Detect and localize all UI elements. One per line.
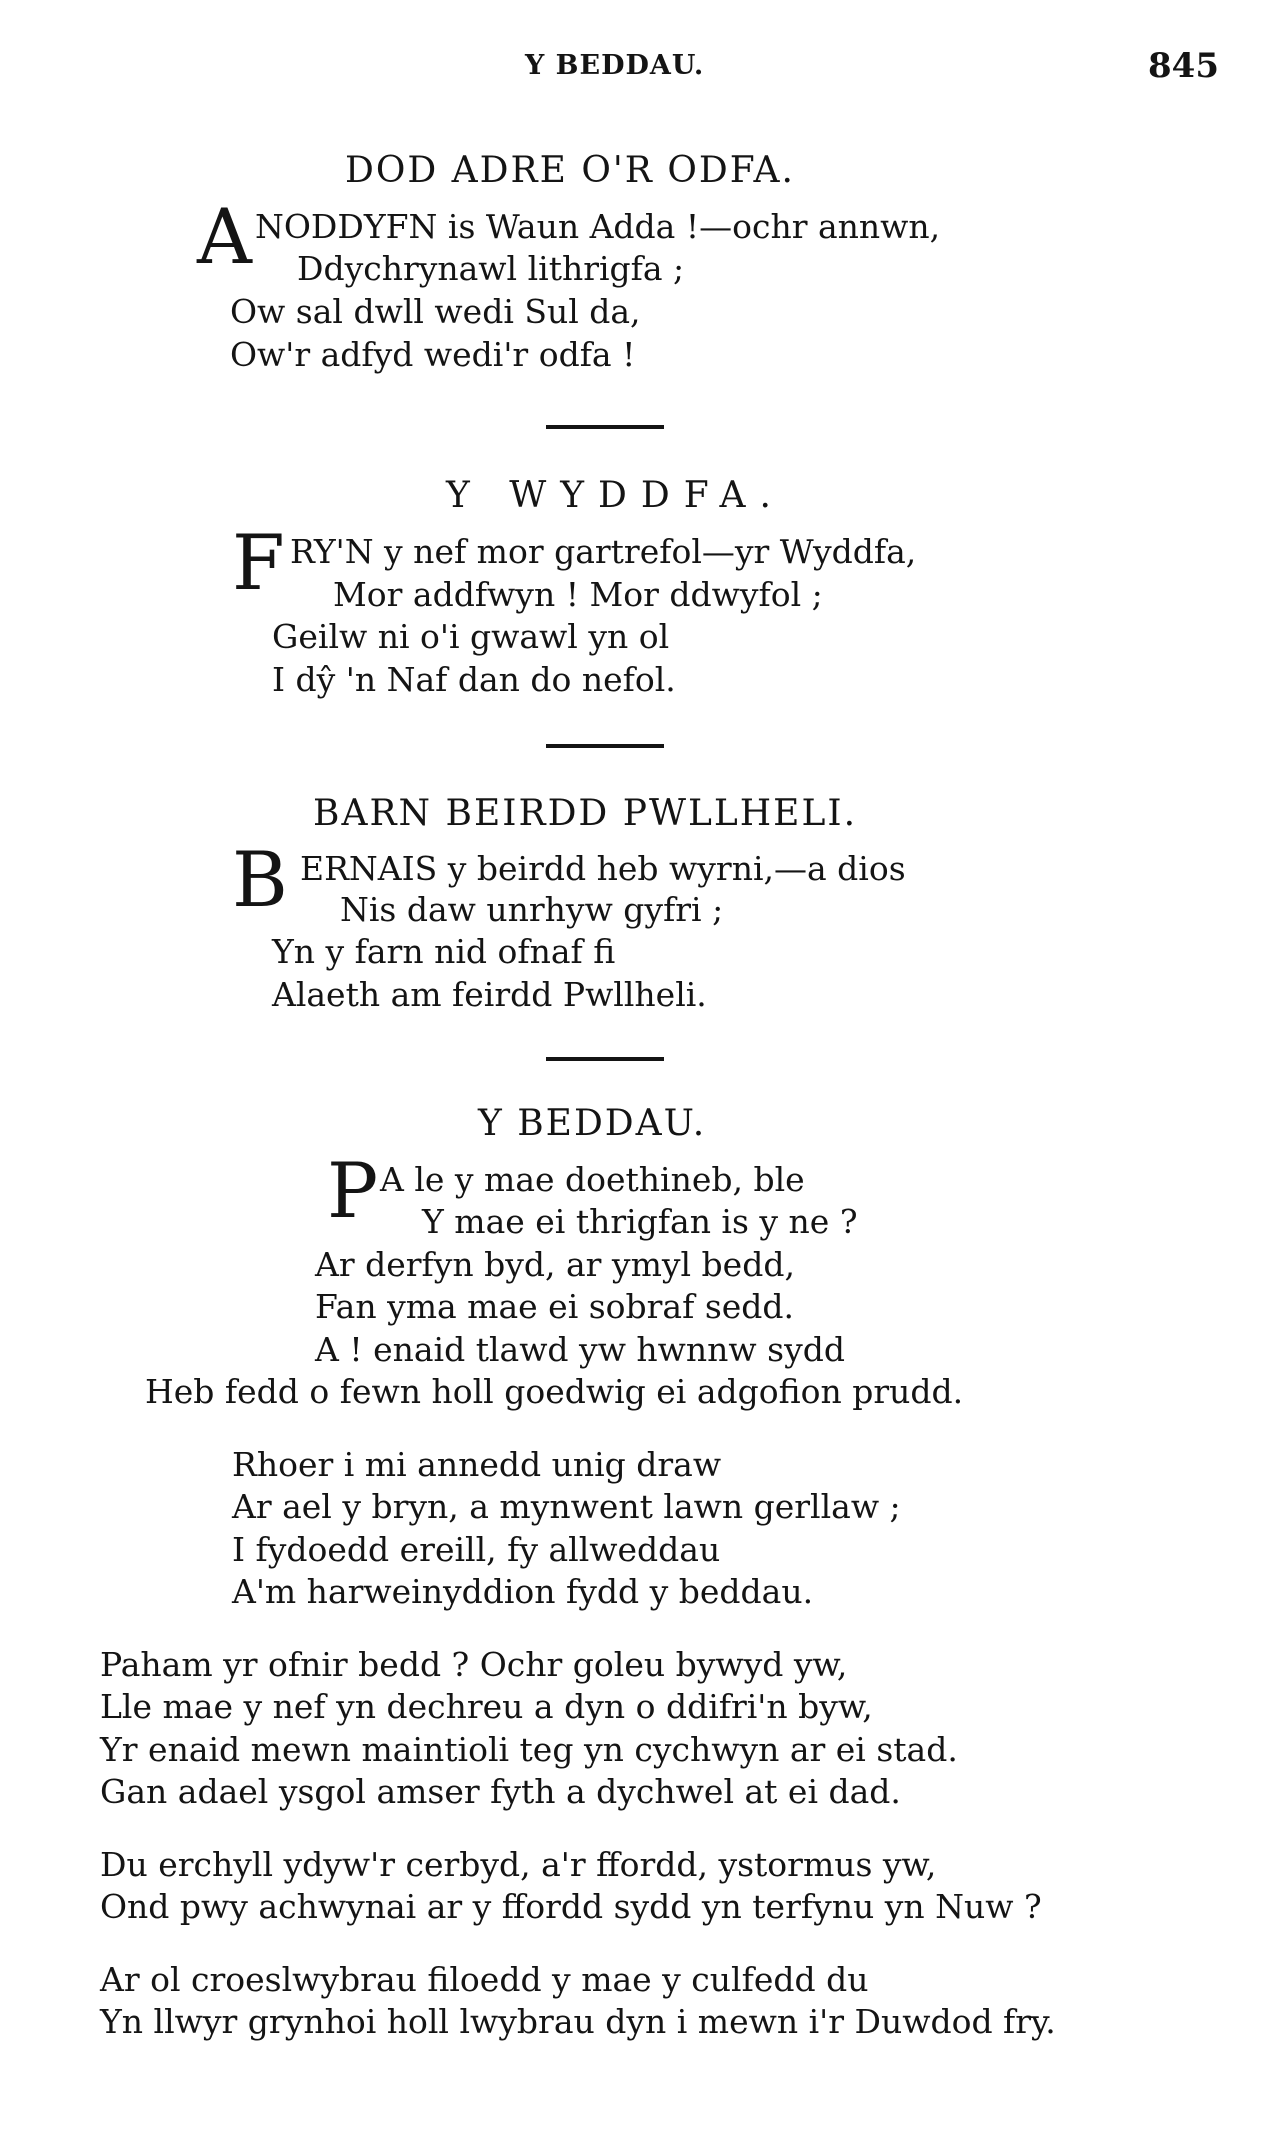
verse-line: Ow sal dwll wedi Sul da, (230, 292, 641, 331)
verse-line: Ond pwy achwynai ar y ffordd sydd yn terfynu yn Nuw ? (100, 1887, 1042, 1926)
verse-line: I fydoedd ereill, fy allweddau (232, 1530, 721, 1569)
verse-line: Heb fedd o fewn holl goedwig ei adgofion prudd. (145, 1372, 964, 1411)
running-title: Y BEDDAU. (525, 50, 705, 81)
drop-cap: F (232, 518, 285, 607)
section-divider (546, 425, 664, 429)
verse-line: Gan adael ysgol amser fyth a dychwel at ei dad. (100, 1772, 901, 1811)
verse-line: Yr enaid mewn maintioli teg yn cychwyn ar ei stad. (100, 1730, 958, 1769)
running-head (0, 46, 1279, 100)
poem-title: Y WYDDFA. (446, 475, 785, 516)
verse-line: Ar ael y bryn, a mynwent lawn gerllaw ; (232, 1487, 901, 1526)
section-divider (546, 1057, 664, 1061)
verse-line: I dŷ 'n Naf dan do nefol. (272, 660, 676, 699)
verse-line: Lle mae y nef yn dechreu a dyn o ddifri'n byw, (100, 1687, 873, 1726)
verse-line: A'm harweinyddion fydd y beddau. (232, 1572, 814, 1611)
drop-cap: A (197, 192, 252, 281)
verse-line: Geilw ni o'i gwawl yn ol (272, 617, 670, 656)
verse-line: RY'N y nef mor gartrefol—yr Wyddfa, (290, 532, 917, 571)
verse-line: ERNAIS y beirdd heb wyrni,—a dios (300, 849, 906, 888)
drop-cap: B (232, 835, 288, 924)
verse-line: Ar ol croeslwybrau filoedd y mae y culfedd du (100, 1960, 869, 1999)
verse-line: Yn y farn nid ofnaf fi (272, 932, 616, 971)
verse-line: Yn llwyr grynhoi holl lwybrau dyn i mewn i'r Duwdod fry. (100, 2002, 1056, 2041)
poem-title: DOD ADRE O'R ODFA. (345, 150, 795, 191)
verse-line: Y mae ei thrigfan is y ne ? (422, 1202, 858, 1241)
verse-line: NODDYFN is Waun Adda !—ochr annwn, (255, 207, 941, 246)
verse-line: A le y mae doethineb, ble (380, 1160, 805, 1199)
verse-line: Alaeth am feirdd Pwllheli. (272, 975, 707, 1014)
verse-line: Paham yr ofnir bedd ? Ochr goleu bywyd yw, (100, 1645, 848, 1684)
verse-line: Rhoer i mi annedd unig draw (232, 1445, 722, 1484)
poem-title: Y BEDDAU. (478, 1103, 707, 1144)
page-number: 845 (1148, 46, 1219, 86)
drop-cap: P (327, 1146, 379, 1235)
poem-title: BARN BEIRDD PWLLHELI. (313, 793, 858, 834)
verse-line: Nis daw unrhyw gyfri ; (340, 890, 724, 929)
verse-line: Mor addfwyn ! Mor ddwyfol ; (333, 575, 823, 614)
verse-line: A ! enaid tlawd yw hwnnw sydd (315, 1330, 845, 1369)
verse-line: Ow'r adfyd wedi'r odfa ! (230, 335, 636, 374)
verse-line: Ar derfyn byd, ar ymyl bedd, (315, 1245, 795, 1284)
verse-line: Du erchyll ydyw'r cerbyd, a'r ffordd, ystormus yw, (100, 1845, 937, 1884)
section-divider (546, 744, 664, 748)
verse-line: Ddychrynawl lithrigfa ; (297, 249, 685, 288)
verse-line: Fan yma mae ei sobraf sedd. (315, 1287, 795, 1326)
